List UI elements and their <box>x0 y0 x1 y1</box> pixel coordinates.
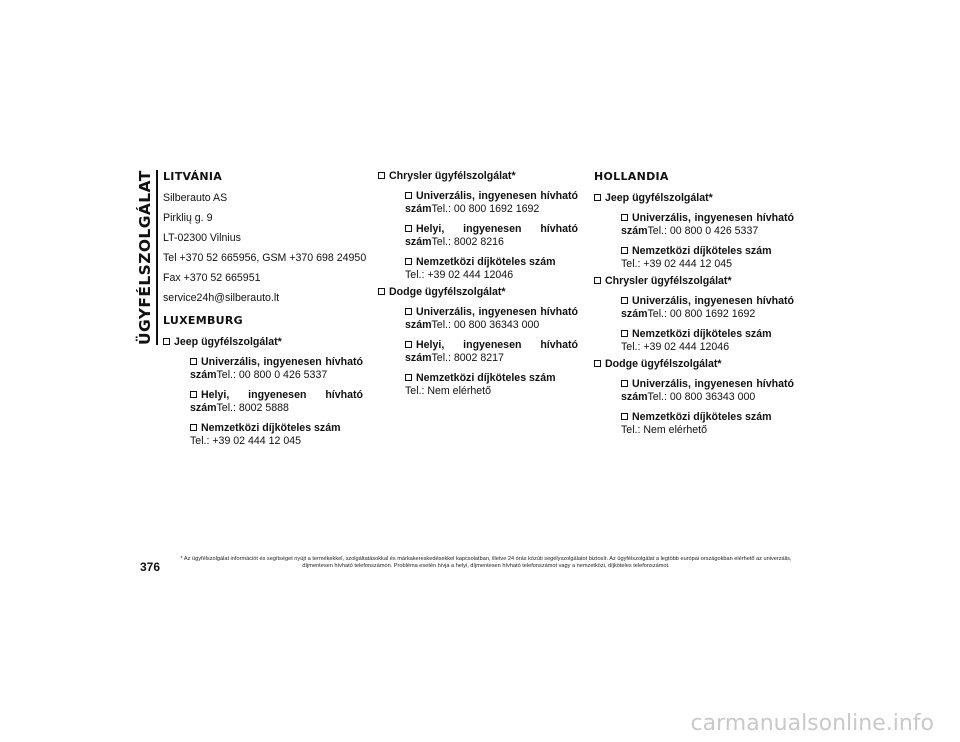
checkbox-square-icon <box>621 330 628 337</box>
universal-label: Univerzális, ingyenesen hívható <box>416 306 578 318</box>
phone-line: Tel +370 52 665956, GSM +370 698 24950 <box>163 252 367 264</box>
service-title: Dodge ügyfélszolgálat* <box>389 286 506 298</box>
city-address: LT-02300 Vilnius <box>163 232 241 244</box>
nl-chrysler-service <box>594 275 794 288</box>
local-label-end: szám <box>405 236 432 248</box>
column-2 <box>378 170 578 405</box>
local-phone: Tel.: 8002 8216 <box>431 236 504 248</box>
local-phone: Tel.: 8002 8217 <box>431 352 504 364</box>
service-title: Chrysler ügyfélszolgálat* <box>389 170 516 182</box>
checkbox-square-icon <box>594 360 601 367</box>
fax-line: Fax +370 52 665951 <box>163 272 261 284</box>
intl-label: Nemzetközi díjköteles szám <box>632 411 772 423</box>
intl-phone: Tel.: +39 02 444 12 045 <box>190 435 302 447</box>
intl-phone: Tel.: +39 02 444 12 045 <box>621 258 733 270</box>
universal-label: Univerzális, ingyenesen hívható <box>416 190 578 202</box>
heading-netherlands: HOLLANDIA <box>594 170 669 183</box>
universal-label: Univerzális, ingyenesen hívható <box>201 356 363 368</box>
intl-label: Nemzetközi díjköteles szám <box>632 328 772 340</box>
checkbox-square-icon <box>405 192 412 199</box>
nl-jeep-service <box>594 192 794 205</box>
lux-dodge-service <box>378 286 578 299</box>
nl-dodge-intl <box>621 411 794 437</box>
service-title: Chrysler ügyfélszolgálat* <box>605 275 732 287</box>
universal-label: Univerzális, ingyenesen hívható <box>632 295 794 307</box>
universal-label-end: szám <box>405 203 432 215</box>
column-1 <box>163 170 367 455</box>
checkbox-square-icon <box>621 413 628 420</box>
nl-chrysler-intl <box>621 328 794 354</box>
nl-dodge-service <box>594 358 794 371</box>
local-label: Helyi, ingyenesen hívható <box>201 389 363 401</box>
lux-jeep-universal <box>190 356 363 382</box>
nl-jeep-intl <box>621 245 794 271</box>
heading-luxembourg: LUXEMBURG <box>163 314 244 327</box>
universal-phone: Tel.: 00 800 1692 1692 <box>647 308 756 320</box>
lux-jeep-local <box>190 389 363 415</box>
lux-chrysler-service <box>378 170 578 183</box>
watermark: carmanualsonline.info <box>690 711 934 736</box>
lux-dodge-intl <box>405 372 578 398</box>
nl-dodge-universal <box>621 378 794 404</box>
checkbox-square-icon <box>190 424 197 431</box>
universal-phone: Tel.: 00 800 36343 000 <box>647 391 756 403</box>
checkbox-square-icon <box>405 308 412 315</box>
intl-label: Nemzetközi díjköteles szám <box>416 372 556 384</box>
heading-lithuania: LITVÁNIA <box>163 170 223 183</box>
company-name: Silberauto AS <box>163 192 228 204</box>
universal-phone: Tel.: 00 800 1692 1692 <box>431 203 540 215</box>
intl-phone: Tel.: +39 02 444 12046 <box>405 269 514 281</box>
lux-dodge-local <box>405 339 578 365</box>
checkbox-square-icon <box>621 297 628 304</box>
universal-phone: Tel.: 00 800 0 426 5337 <box>647 225 759 237</box>
intl-label: Nemzetközi díjköteles szám <box>632 245 772 257</box>
universal-label-end: szám <box>621 308 648 320</box>
service-title: Jeep ügyfélszolgálat* <box>605 192 713 204</box>
universal-label-end: szám <box>621 391 648 403</box>
universal-phone: Tel.: 00 800 36343 000 <box>431 319 540 331</box>
street-address: Pirklių g. 9 <box>163 212 213 224</box>
checkbox-square-icon <box>405 341 412 348</box>
page-number: 376 <box>140 560 161 574</box>
checkbox-square-icon <box>594 277 601 284</box>
column-3 <box>594 170 794 444</box>
universal-label-end: szám <box>405 319 432 331</box>
local-phone: Tel.: 8002 5888 <box>216 402 289 414</box>
lux-jeep-service <box>163 336 363 349</box>
lux-jeep-intl <box>190 422 363 448</box>
side-title: ÜGYFÉLSZOLGÁLAT <box>136 170 158 345</box>
intl-phone: Tel.: Nem elérhető <box>621 424 707 436</box>
checkbox-square-icon <box>378 172 385 179</box>
checkbox-square-icon <box>621 214 628 221</box>
intl-phone: Tel.: +39 02 444 12046 <box>621 341 730 353</box>
service-title: Dodge ügyfélszolgálat* <box>605 358 722 370</box>
checkbox-square-icon <box>163 338 170 345</box>
nl-chrysler-universal <box>621 295 794 321</box>
lux-chrysler-intl <box>405 256 578 282</box>
universal-label: Univerzális, ingyenesen hívható <box>632 378 794 390</box>
checkbox-square-icon <box>405 374 412 381</box>
universal-phone: Tel.: 00 800 0 426 5337 <box>216 369 328 381</box>
lux-chrysler-universal <box>405 190 578 216</box>
local-label: Helyi, ingyenesen hívható <box>416 339 578 351</box>
lux-dodge-universal <box>405 306 578 332</box>
lux-chrysler-local <box>405 223 578 249</box>
universal-label-end: szám <box>621 225 648 237</box>
email-line: service24h@silberauto.lt <box>163 292 280 304</box>
service-title: Jeep ügyfélszolgálat* <box>174 336 282 348</box>
checkbox-square-icon <box>594 194 601 201</box>
checkbox-square-icon <box>405 258 412 265</box>
universal-label: Univerzális, ingyenesen hívható <box>632 212 794 224</box>
local-label-end: szám <box>405 352 432 364</box>
checkbox-square-icon <box>621 380 628 387</box>
local-label: Helyi, ingyenesen hívható <box>416 223 578 235</box>
universal-label-end: szám <box>190 369 217 381</box>
checkbox-square-icon <box>190 391 197 398</box>
footnote: * Az ügyfélszolgálat információt és segítséget nyújt a termékekkel, szolgáltatásokkal és márkakereskedésekkel kapcsolatban, illetve 24 órás közúti segélyszolgálatot biztosít. Az ügyfélszolgálat a legtöbb európai országokban elérhető az univerzális, díjmentesen hívható telefonszámon. Probléma esetén hívja a helyi, díjmentesen hívható telefonszámot vagy a nemzetközi, díjköteles telefonszámot. <box>180 556 792 569</box>
local-label-end: szám <box>190 402 217 414</box>
intl-label: Nemzetközi díjköteles szám <box>416 256 556 268</box>
intl-label: Nemzetközi díjköteles szám <box>201 422 341 434</box>
checkbox-square-icon <box>190 358 197 365</box>
checkbox-square-icon <box>378 288 385 295</box>
nl-jeep-universal <box>621 212 794 238</box>
intl-phone: Tel.: Nem elérhető <box>405 385 491 397</box>
checkbox-square-icon <box>405 225 412 232</box>
checkbox-square-icon <box>621 247 628 254</box>
